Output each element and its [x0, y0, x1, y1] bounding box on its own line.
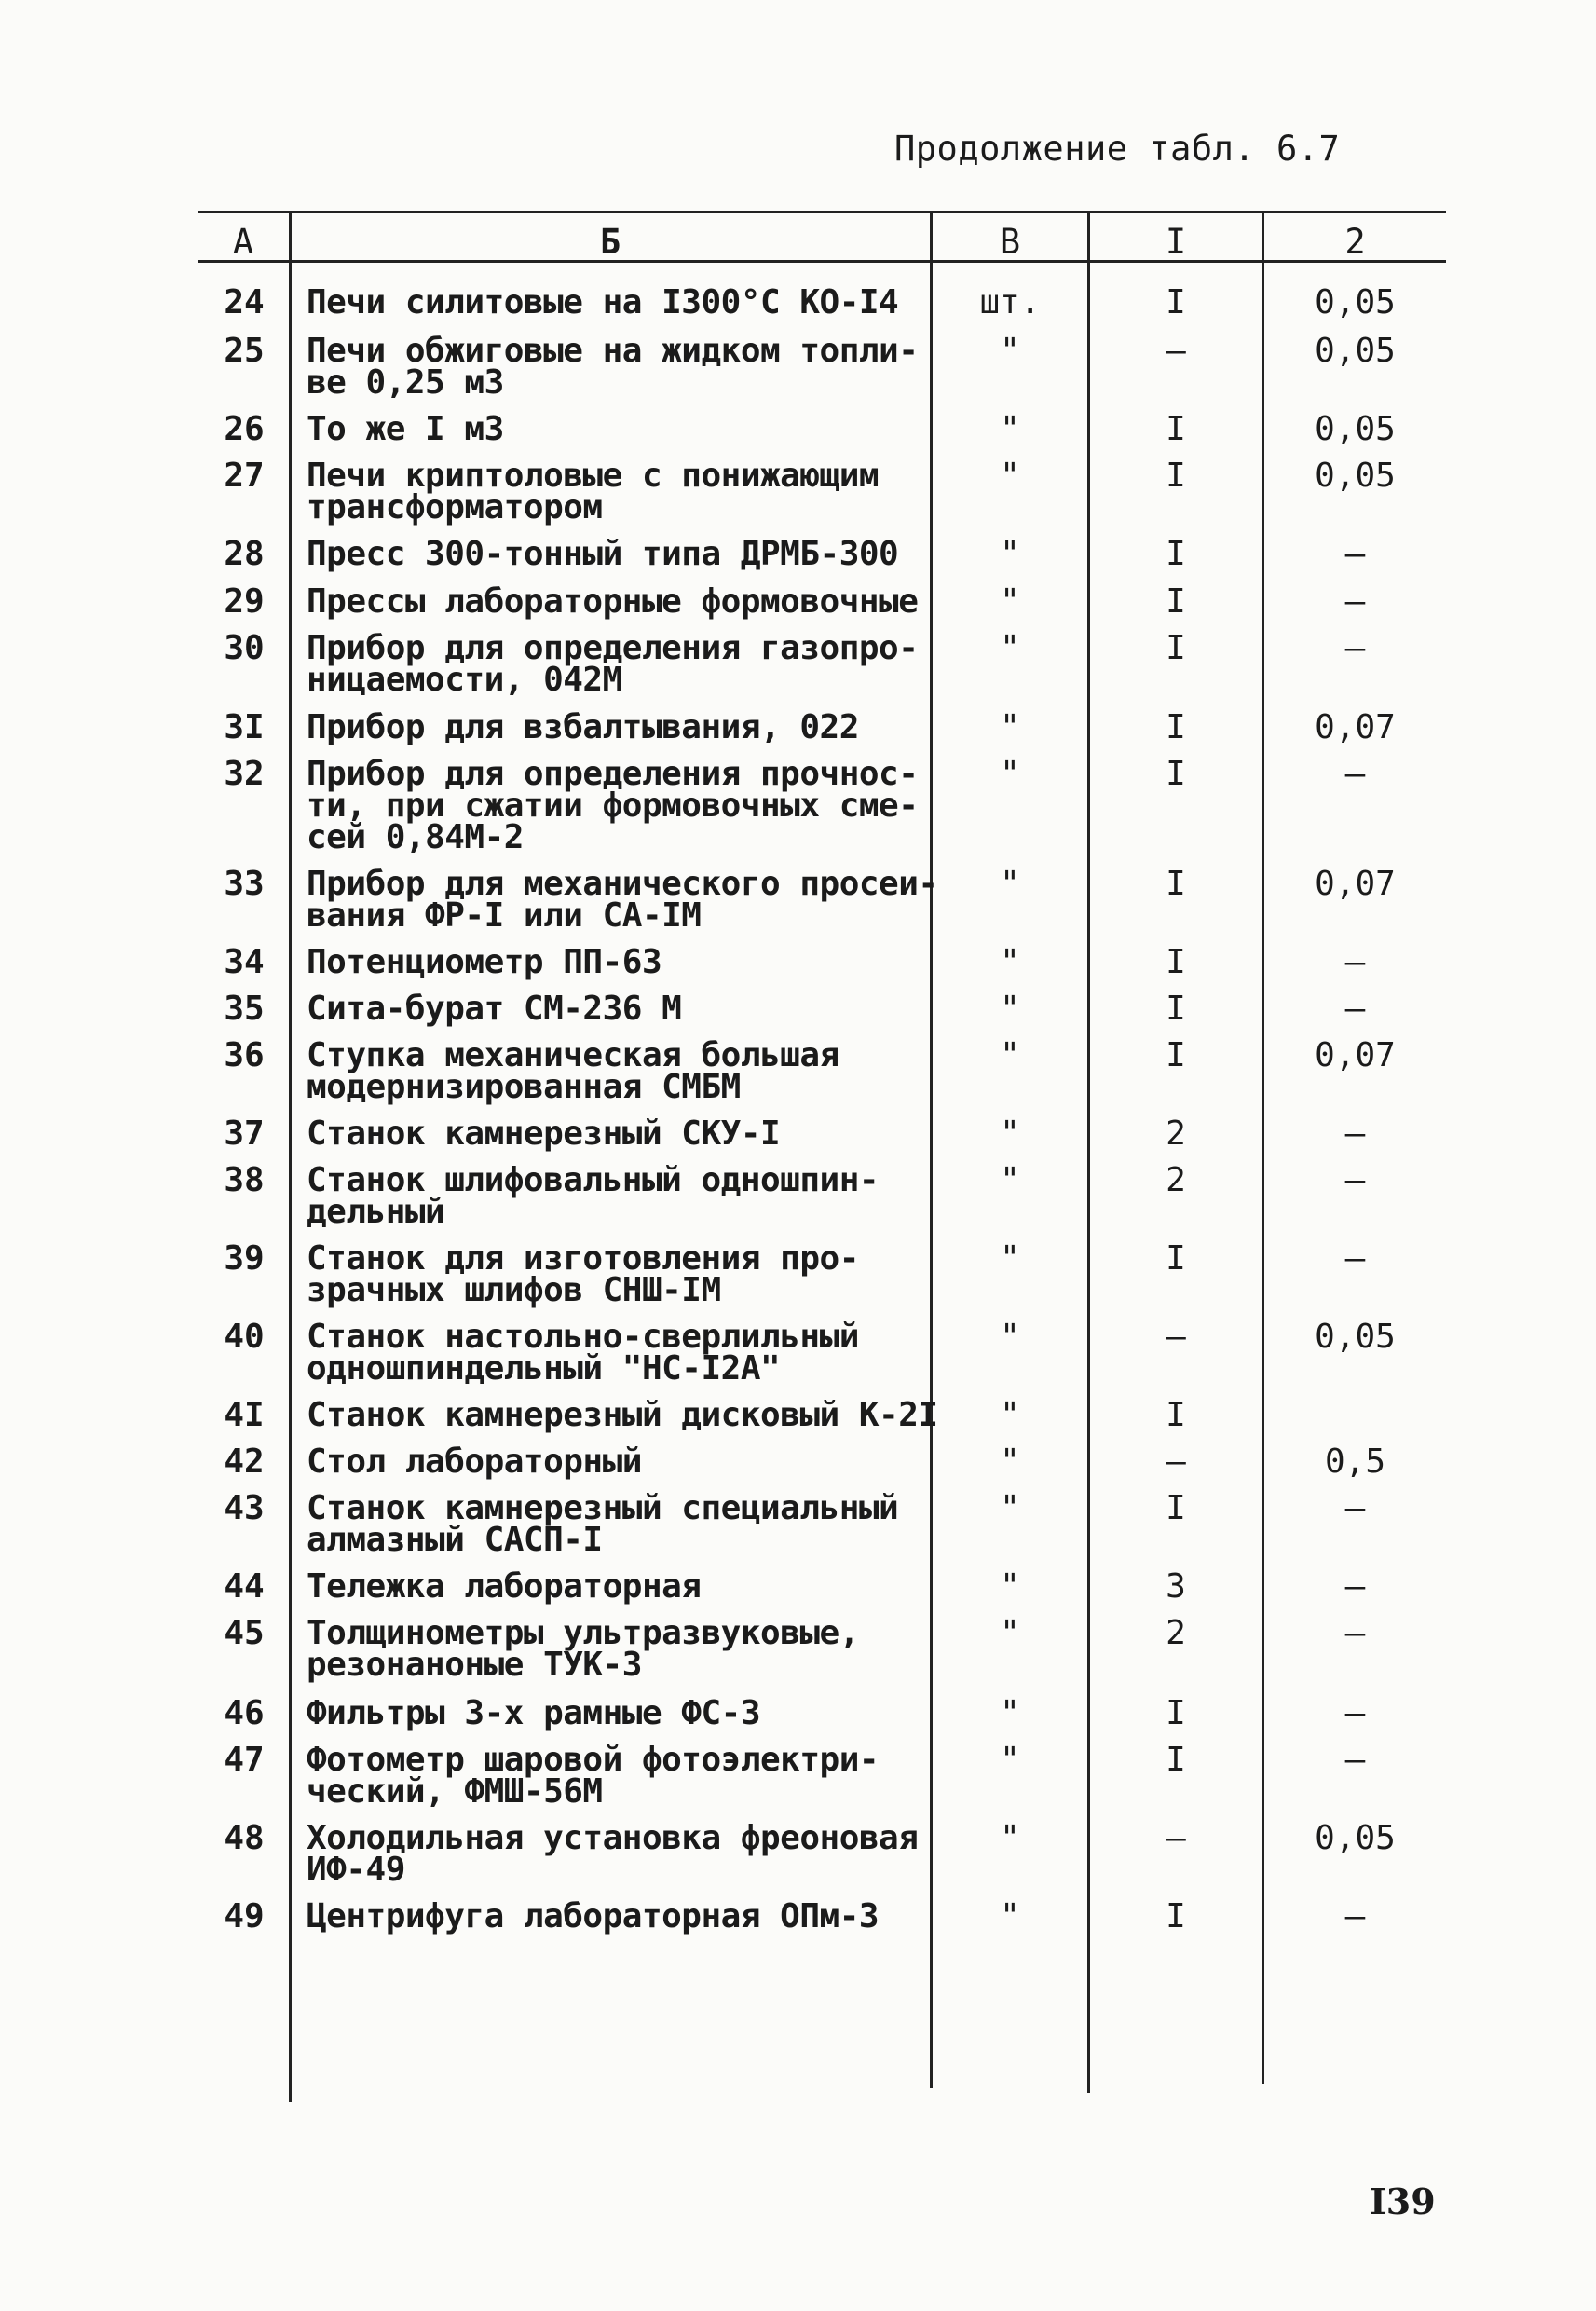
unit: " — [1000, 1694, 1020, 1732]
unit: " — [1000, 1897, 1020, 1935]
quantity: I — [1166, 535, 1186, 573]
row-number: 26 — [224, 410, 265, 448]
coefficient: 0,05 — [1315, 332, 1396, 370]
unit: " — [1000, 990, 1020, 1028]
coefficient: 0,05 — [1315, 410, 1396, 448]
equipment-name: Стол лабораторный — [307, 1443, 642, 1481]
quantity: 2 — [1166, 1114, 1186, 1153]
quantity: I — [1166, 1897, 1186, 1935]
equipment-name: Фильтры 3-х рамные ФС-3 — [307, 1694, 760, 1732]
unit: " — [1000, 1036, 1020, 1074]
quantity: – — [1166, 1819, 1186, 1857]
row-number: 42 — [224, 1443, 265, 1481]
coefficient: – — [1344, 1489, 1366, 1527]
row-number: 38 — [224, 1161, 265, 1199]
coefficient: – — [1344, 990, 1366, 1028]
coefficient: – — [1344, 1567, 1366, 1606]
row-number: 44 — [224, 1567, 265, 1606]
equipment-name: Прибор для взбалтывания, 022 — [307, 708, 859, 746]
equipment-name: Прибор для определения прочнос- ти, при сжатии формовочных сме- сей 0,84М-2 — [307, 755, 919, 856]
row-number: 3I — [224, 708, 265, 746]
unit: " — [1000, 332, 1020, 370]
equipment-name: Потенциометр ПП-63 — [307, 943, 662, 981]
row-number: 46 — [224, 1694, 265, 1732]
coefficient: 0,05 — [1315, 283, 1396, 321]
coefficient: – — [1344, 1897, 1366, 1935]
equipment-name: Прибор для определения газопро- ницаемости, 042М — [307, 629, 919, 699]
coefficient: – — [1344, 535, 1366, 573]
equipment-name: Пресс 300-тонный типа ДРМБ-300 — [307, 535, 899, 573]
unit: " — [1000, 582, 1020, 621]
coefficient: – — [1344, 1114, 1366, 1153]
unit: " — [1000, 1741, 1020, 1779]
coefficient: 0,07 — [1315, 1036, 1396, 1074]
column-divider-v-1 — [1087, 211, 1090, 2093]
row-number: 27 — [224, 457, 265, 495]
quantity: 3 — [1166, 1567, 1186, 1606]
equipment-name: Центрифуга лабораторная ОПм-3 — [307, 1897, 880, 1935]
quantity: I — [1166, 990, 1186, 1028]
equipment-name: Станок шлифовальный одношпин- дельный — [307, 1161, 880, 1231]
unit: " — [1000, 1396, 1020, 1434]
coefficient: 0,07 — [1315, 865, 1396, 903]
row-number: 29 — [224, 582, 265, 621]
table-top-rule — [198, 211, 1446, 213]
unit: " — [1000, 708, 1020, 746]
coefficient: 0,5 — [1324, 1443, 1386, 1481]
equipment-name: Холодильная установка фреоновая ИФ-49 — [307, 1819, 919, 1889]
quantity: 2 — [1166, 1161, 1186, 1199]
quantity: I — [1166, 410, 1186, 448]
row-number: 45 — [224, 1614, 265, 1652]
row-number: 49 — [224, 1897, 265, 1935]
unit: шт. — [979, 283, 1041, 321]
unit: " — [1000, 1614, 1020, 1652]
row-number: 34 — [224, 943, 265, 981]
equipment-name: Фотометр шаровой фотоэлектри- ческий, ФМШ-56М — [307, 1741, 880, 1811]
coefficient: 0,05 — [1315, 1819, 1396, 1857]
row-number: 32 — [224, 755, 265, 793]
quantity: I — [1166, 1489, 1186, 1527]
unit: " — [1000, 865, 1020, 903]
row-number: 24 — [224, 283, 265, 321]
quantity: I — [1166, 1694, 1186, 1732]
equipment-name: Станок для изготовления про- зрачных шлифов СНШ-IМ — [307, 1239, 859, 1309]
quantity: I — [1166, 708, 1186, 746]
equipment-name: Станок настольно-сверлильный одношпиндельный "НС-I2А" — [307, 1318, 859, 1388]
header-col-2: 2 — [1344, 222, 1366, 262]
coefficient: – — [1344, 755, 1366, 793]
quantity: I — [1166, 457, 1186, 495]
equipment-name: Станок камнерезный дисковый К-2I — [307, 1396, 938, 1434]
coefficient: – — [1344, 582, 1366, 621]
unit: " — [1000, 457, 1020, 495]
row-number: 37 — [224, 1114, 265, 1153]
unit: " — [1000, 1318, 1020, 1356]
header-col-a: А — [232, 222, 254, 262]
equipment-name: Сита-бурат СМ-236 М — [307, 990, 682, 1028]
quantity: I — [1166, 1741, 1186, 1779]
quantity: I — [1166, 943, 1186, 981]
equipment-name: Толщинометры ультразвуковые, резонаноные ТУК-3 — [307, 1614, 859, 1684]
unit: " — [1000, 1239, 1020, 1278]
equipment-name: Станок камнерезный СКУ-I — [307, 1114, 781, 1153]
row-number: 47 — [224, 1741, 265, 1779]
unit: " — [1000, 1567, 1020, 1606]
row-number: 36 — [224, 1036, 265, 1074]
coefficient: – — [1344, 1614, 1366, 1652]
coefficient: – — [1344, 1161, 1366, 1199]
unit: " — [1000, 1443, 1020, 1481]
equipment-table — [198, 211, 1446, 2102]
equipment-name: Печи силитовые на I300°С КО-I4 — [307, 283, 899, 321]
quantity: I — [1166, 283, 1186, 321]
row-number: 40 — [224, 1318, 265, 1356]
row-number: 39 — [224, 1239, 265, 1278]
unit: " — [1000, 535, 1020, 573]
unit: " — [1000, 1114, 1020, 1153]
row-number: 33 — [224, 865, 265, 903]
page-number: I39 — [1370, 2181, 1436, 2222]
equipment-name: Прибор для механического просеи- вания ФР-I или СА-IМ — [307, 865, 938, 935]
header-col-1: I — [1165, 222, 1187, 262]
equipment-name: Печи обжиговые на жидком топли- ве 0,25 м3 — [307, 332, 919, 402]
quantity: – — [1166, 1443, 1186, 1481]
unit: " — [1000, 755, 1020, 793]
quantity: – — [1166, 1318, 1186, 1356]
unit: " — [1000, 1819, 1020, 1857]
equipment-name: Прессы лабораторные формовочные — [307, 582, 919, 621]
coefficient: 0,05 — [1315, 1318, 1396, 1356]
row-number: 43 — [224, 1489, 265, 1527]
quantity: 2 — [1166, 1614, 1186, 1652]
coefficient: – — [1344, 629, 1366, 667]
row-number: 30 — [224, 629, 265, 667]
quantity: I — [1166, 582, 1186, 621]
unit: " — [1000, 1161, 1020, 1199]
coefficient: 0,07 — [1315, 708, 1396, 746]
table-continuation-caption: Продолжение табл. 6.7 — [894, 129, 1341, 169]
quantity: I — [1166, 1036, 1186, 1074]
quantity: I — [1166, 1396, 1186, 1434]
equipment-name: Ступка механическая большая модернизированная СМБМ — [307, 1036, 839, 1106]
quantity: – — [1166, 332, 1186, 370]
equipment-name: Станок камнерезный специальный алмазный САСП-I — [307, 1489, 899, 1559]
equipment-name: То же I м3 — [307, 410, 504, 448]
coefficient: – — [1344, 1239, 1366, 1278]
coefficient: – — [1344, 943, 1366, 981]
quantity: I — [1166, 755, 1186, 793]
header-col-v: В — [999, 222, 1021, 262]
row-number: 4I — [224, 1396, 265, 1434]
quantity: I — [1166, 865, 1186, 903]
row-number: 48 — [224, 1819, 265, 1857]
column-divider-a-b — [289, 211, 292, 2102]
equipment-name: Тележка лабораторная — [307, 1567, 702, 1606]
coefficient: – — [1344, 1694, 1366, 1732]
row-number: 25 — [224, 332, 265, 370]
unit: " — [1000, 629, 1020, 667]
unit: " — [1000, 1489, 1020, 1527]
quantity: I — [1166, 629, 1186, 667]
coefficient: 0,05 — [1315, 457, 1396, 495]
coefficient: – — [1344, 1741, 1366, 1779]
quantity: I — [1166, 1239, 1186, 1278]
unit: " — [1000, 943, 1020, 981]
equipment-name: Печи криптоловые с понижающим трансформатором — [307, 457, 880, 526]
row-number: 28 — [224, 535, 265, 573]
unit: " — [1000, 410, 1020, 448]
row-number: 35 — [224, 990, 265, 1028]
header-col-b: Б — [599, 222, 621, 262]
